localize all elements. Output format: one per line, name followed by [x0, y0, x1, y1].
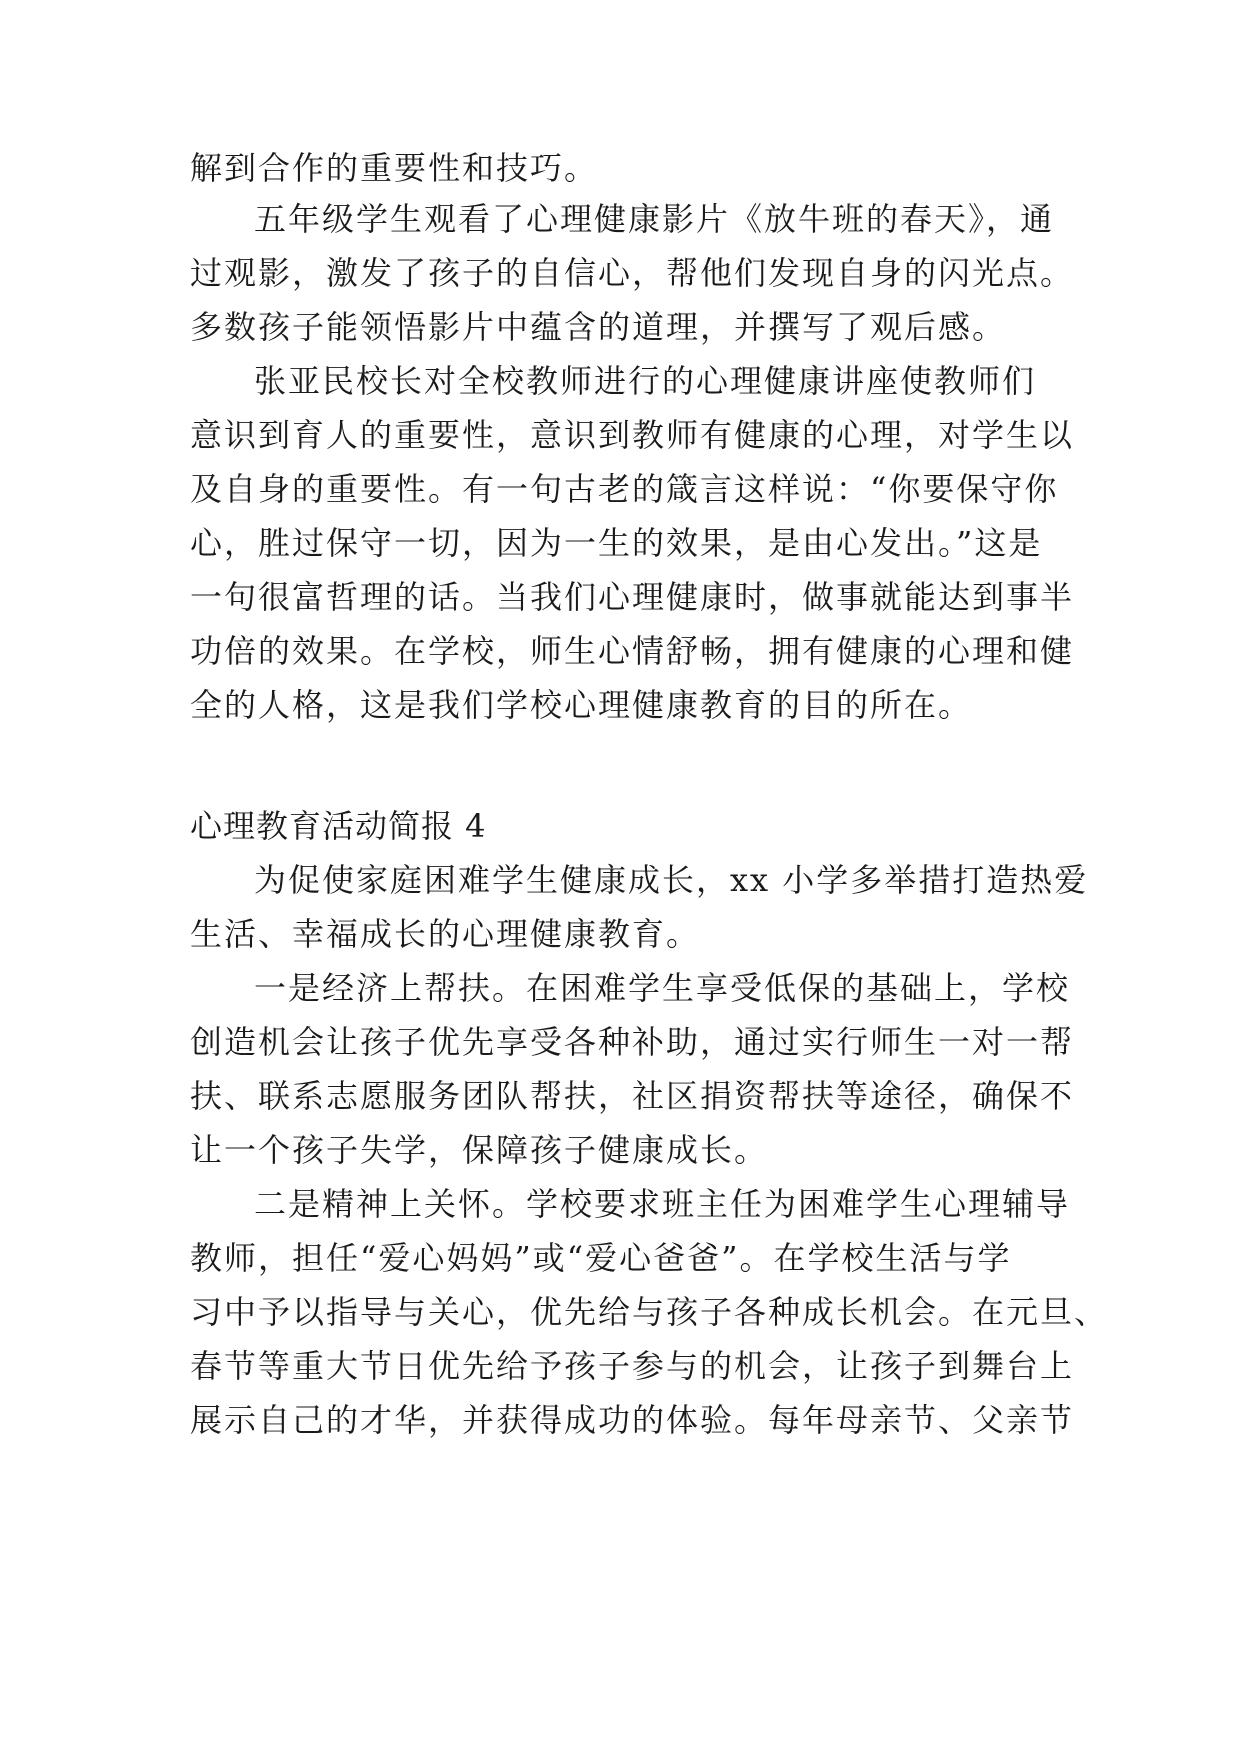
paragraph-line: 过观影，激发了孩子的自信心，帮他们发现自身的闪光点。 [190, 254, 1075, 292]
paragraph-line: 习中予以指导与关心，优先给与孩子各种成长机会。在元旦、 [190, 1293, 1109, 1331]
paragraph-line: 多数孩子能领悟影片中蕴含的道理，并撰写了观后感。 [190, 308, 1007, 346]
paragraph-line: 二是精神上关怀。学校要求班主任为困难学生心理辅导 [254, 1185, 1071, 1223]
paragraph-line: 意识到育人的重要性，意识到教师有健康的心理，对学生以 [190, 416, 1075, 454]
paragraph-line: 创造机会让孩子优先享受各种补助，通过实行师生一对一帮 [190, 1023, 1075, 1061]
paragraph-line: 春节等重大节日优先给予孩子参与的机会，让孩子到舞台上 [190, 1347, 1075, 1385]
paragraph-line: 全的人格，这是我们学校心理健康教育的目的所在。 [190, 686, 973, 724]
paragraph-line: 心，胜过保守一切，因为一生的效果，是由心发出。”这是 [190, 524, 1043, 562]
paragraph-line: 教师，担任“爱心妈妈”或“爱心爸爸”。在学校生活与学 [190, 1239, 1012, 1277]
paragraph-line: 为促使家庭困难学生健康成长，xx 小学多举措打造热爱 [254, 861, 1089, 899]
paragraph-line: 功倍的效果。在学校，师生心情舒畅，拥有健康的心理和健 [190, 632, 1075, 670]
paragraph-line: 扶、联系志愿服务团队帮扶，社区捐资帮扶等途径，确保不 [190, 1077, 1075, 1115]
paragraph-line: 生活、幸福成长的心理健康教育。 [190, 915, 701, 953]
paragraph-line: 让一个孩子失学，保障孩子健康成长。 [190, 1131, 769, 1169]
section-title: 心理教育活动简报 4 [190, 807, 487, 845]
paragraph-line: 五年级学生观看了心理健康影片《放牛班的春天》，通 [254, 200, 1055, 238]
paragraph-line: 展示自己的才华，并获得成功的体验。每年母亲节、父亲节 [190, 1401, 1075, 1439]
paragraph-line: 解到合作的重要性和技巧。 [190, 149, 599, 187]
paragraph-line: 及自身的重要性。有一句古老的箴言这样说：“你要保守你 [190, 470, 1059, 508]
paragraph-line: 一句很富哲理的话。当我们心理健康时，做事就能达到事半 [190, 578, 1075, 616]
paragraph-line: 张亚民校长对全校教师进行的心理健康讲座使教师们 [254, 362, 1037, 400]
paragraph-line: 一是经济上帮扶。在困难学生享受低保的基础上，学校 [254, 969, 1071, 1007]
